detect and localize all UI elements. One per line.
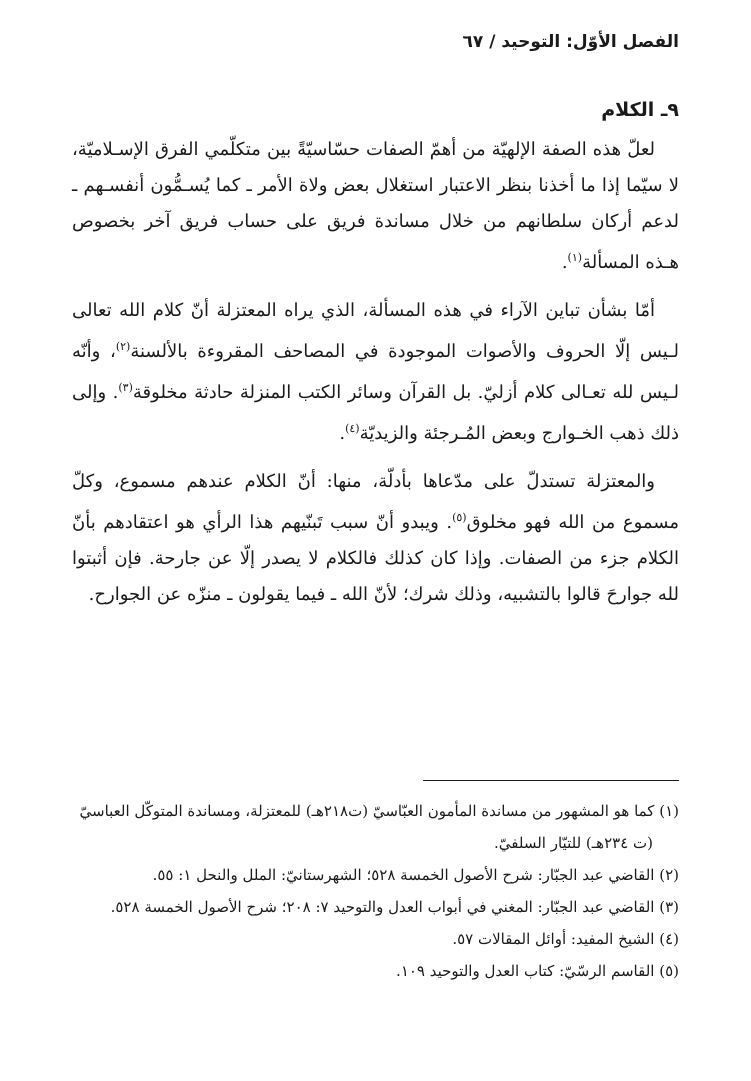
footnote-3: (٣) القاضي عبد الجبّار: المغني في أبواب العدل والتوحيد ٧: ٢٠٨؛ شرح الأصول الخمسة ٥٢٨. bbox=[110, 898, 679, 916]
paragraph-2-end: . bbox=[339, 423, 346, 444]
footnote-ref-4: (٤) bbox=[345, 422, 360, 435]
paragraph-2-text: أمّا بشأن تباين الآراء في هذه المسألة، الذي يراه المعتزلة أنّ كلام الله تعالى لـيس إلّا الحروف والأصوات الموجودة في المصاحف المقروءة بالألسنة bbox=[72, 300, 680, 362]
footnote-divider bbox=[423, 780, 679, 781]
paragraph-3-end: . ويبدو أنّ سبب تَبنّيهم هذا الرأي هو اعتقادهم بأنّ الكلام جزء من الصفات. وإذا كان كذلك فالكلام لا يصدر إلّا عن جارحة. فإن أثبتوا لله جوارحَ قالوا بالتشبيه، وذلك شرك؛ لأنّ الله ـ فيما يقولون ـ منزّه عن الجوارح. bbox=[72, 512, 679, 605]
paragraph-1-end: . bbox=[561, 252, 568, 273]
paragraph-2-cont: ، وأنّه لـيس لله تعـالى كلام أزليّ. بل القرآن وسائر الكتب المنزلة حادثة مخلوقة bbox=[72, 341, 680, 403]
main-text bbox=[72, 92, 679, 625]
paragraph-3 bbox=[72, 464, 679, 613]
footnote-4: (٤) الشيخ المفيد: أوائل المقالات ٥٧. bbox=[452, 930, 679, 948]
footnote-5: (٥) القاسم الرسّيّ: كتاب العدل والتوحيد ١٠٩. bbox=[396, 962, 679, 980]
running-title: الفصل الأوّل: التوحيد / ٦٧ bbox=[462, 32, 679, 52]
paragraph-2 bbox=[72, 293, 679, 452]
footnote-ref-2: (٢) bbox=[115, 340, 131, 353]
section-heading: ٩ـ الكلام bbox=[601, 99, 679, 121]
running-header bbox=[72, 32, 679, 52]
paragraph-3-text: والمعتزلة تستدلّ على مدّعاها بأدلّة، منها: أنّ الكلام عندهم مسموع، وكلّ مسموع من الله فهو مخلوق bbox=[72, 471, 680, 533]
footnote-1-continued: (ت ٢٣٤هـ) للتيّار السلفيّ. bbox=[494, 834, 653, 852]
footnote-2: (٢) القاضي عبد الجبّار: شرح الأصول الخمسة ٥٢٨؛ الشهرستانيّ: الملل والنحل ١: ٥٥. bbox=[152, 866, 679, 884]
paragraph-1 bbox=[72, 132, 679, 281]
footnote-ref-5: (٥) bbox=[452, 511, 467, 524]
paragraph-2-cont-2: . وإلى ذلك ذهب الخـوارج وبعض المُـرجئة والزيديّة bbox=[72, 382, 679, 444]
footnote-1: (١) كما هو المشهور من مساندة المأمون العبّاسيّ (ت٢١٨هـ) للمعتزلة، ومساندة المتوكّل العباسيّ bbox=[79, 802, 679, 820]
footnote-ref-3: (٣) bbox=[118, 381, 133, 394]
footnote-ref-1: (١) bbox=[567, 251, 583, 264]
footnotes bbox=[72, 795, 679, 987]
paragraph-1-text: لعلّ هذه الصفة الإلهيّة من أهمّ الصفات حسّاسيّةً بين متكلّمي الفرق الإسـلاميّة، لا سيّما إذا ما أخذنا بنظر الاعتبار استغلال بعض ولاة الأمر ـ كما يُسـمُّون أنفسـهم ـ لدعم أركان سلطانهم من خلال مساندة فريق على حساب فريق آخر بخصوص هـذه المسألة bbox=[72, 139, 679, 273]
